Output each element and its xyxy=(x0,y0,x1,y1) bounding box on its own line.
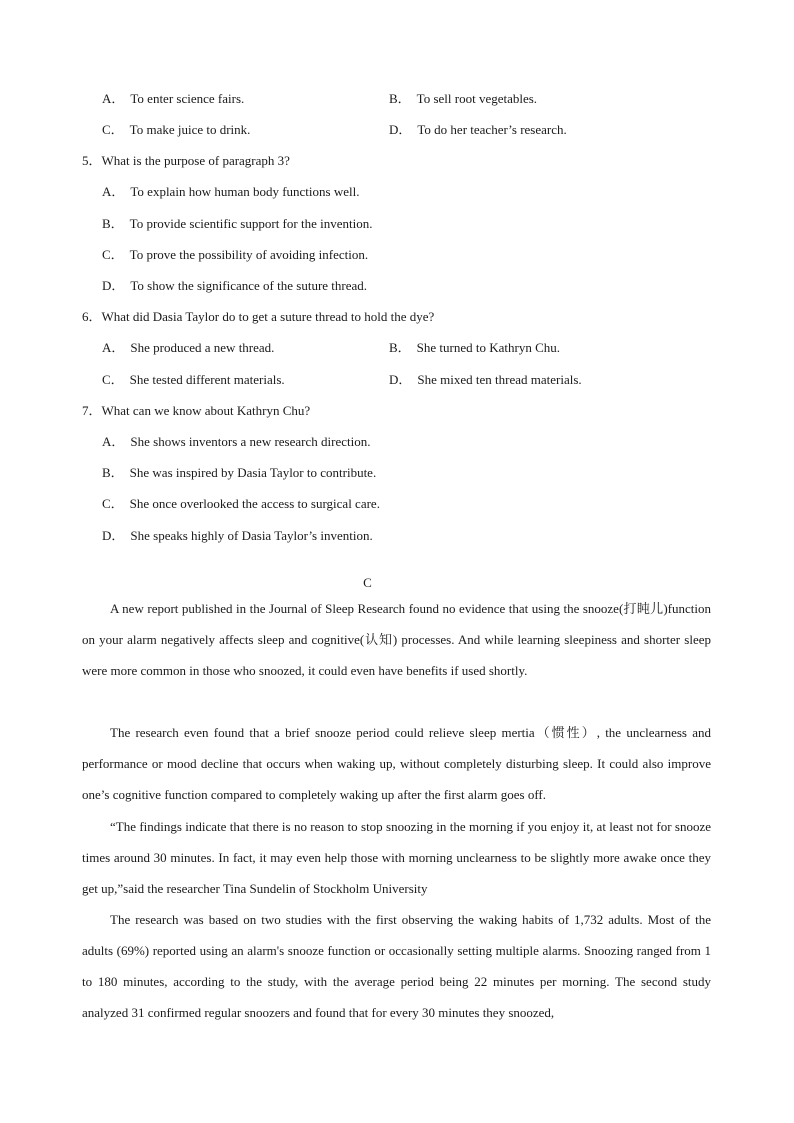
option-letter: C． xyxy=(102,496,124,511)
option-text: She tested different materials. xyxy=(129,372,285,387)
option-letter: D． xyxy=(389,372,412,387)
option-text: She turned to Kathryn Chu. xyxy=(416,340,561,355)
q6-option-c xyxy=(102,372,285,388)
option-letter: B． xyxy=(389,340,411,355)
option-text: She mixed ten thread materials. xyxy=(417,372,582,387)
option-text: To do her teacher’s research. xyxy=(417,122,567,137)
q4-option-c xyxy=(102,122,250,138)
option-text: She produced a new thread. xyxy=(130,340,275,355)
option-letter: C． xyxy=(102,372,124,387)
passage-paragraph-2: The research even found that a brief snooze period could relieve sleep mertia（惯性）, the unclearness and performance or mood decline that occurs when waking up, without completely disturbing sleep. It could also improve one’s cognitive function compared to completely waking up after the first alarm goes off. xyxy=(82,725,711,802)
option-letter: D． xyxy=(102,278,125,293)
option-text: She once overlooked the access to surgical care. xyxy=(129,496,380,511)
option-letter: D． xyxy=(389,122,412,137)
q5-option-b xyxy=(102,216,372,232)
option-text: To prove the possibility of avoiding infection. xyxy=(129,247,369,262)
option-text: To make juice to drink. xyxy=(129,122,251,137)
option-letter: B． xyxy=(389,91,411,106)
q6-stem: 6．What did Dasia Taylor do to get a suture thread to hold the dye? xyxy=(82,309,435,324)
q6-option-b xyxy=(389,340,560,356)
option-text: She shows inventors a new research direction. xyxy=(130,434,371,449)
passage-paragraph-3: “The findings indicate that there is no reason to stop snoozing in the morning if you enjoy it, at least not for snooze times around 30 minutes. In fact, it may even help those with morning unclearness to be slightly more awake once they get up,”said the researcher Tina Sundelin of Stockholm University xyxy=(82,819,711,896)
q7-option-c xyxy=(102,496,380,512)
q5-option-d xyxy=(102,278,367,294)
option-text: To sell root vegetables. xyxy=(416,91,538,106)
passage-title: C xyxy=(363,575,372,590)
option-text: To provide scientific support for the invention. xyxy=(129,216,373,231)
option-text: To explain how human body functions well. xyxy=(130,184,360,199)
q4-option-b xyxy=(389,91,537,107)
option-text: She speaks highly of Dasia Taylor’s invention. xyxy=(130,528,373,543)
passage-paragraph-1: A new report published in the Journal of Sleep Research found no evidence that using the snooze(打盹儿)function on your alarm negatively affects sleep and cognitive(认知) processes. And while learning sleepiness and shorter sleep were more common in those who snoozed, it could even have benefits if used shortly. xyxy=(82,601,711,678)
q4-option-d xyxy=(389,122,567,138)
q7-option-b xyxy=(102,465,376,481)
option-letter: D． xyxy=(102,528,125,543)
q5-option-a xyxy=(102,184,359,200)
q7-option-a xyxy=(102,434,370,450)
option-letter: B． xyxy=(102,216,124,231)
option-letter: B． xyxy=(102,465,124,480)
q6-option-a xyxy=(102,340,274,356)
q5-stem: 5．What is the purpose of paragraph 3? xyxy=(82,153,290,168)
passage-paragraph-4: The research was based on two studies with the first observing the waking habits of 1,732 adults. Most of the adults (69%) reported using an alarm's snooze function or occasionally setting multiple alarms. Snoozing ranged from 1 to 180 minutes, according to the study, with the average period being 22 minutes per morning. The second study analyzed 31 confirmed regular snoozers and found that for every 30 minutes they snoozed, xyxy=(82,912,711,1020)
option-letter: A． xyxy=(102,91,125,106)
option-letter: C． xyxy=(102,247,124,262)
q4-option-a xyxy=(102,91,244,107)
option-letter: A． xyxy=(102,340,125,355)
option-letter: A． xyxy=(102,434,125,449)
option-letter: A． xyxy=(102,184,125,199)
option-text: She was inspired by Dasia Taylor to contribute. xyxy=(129,465,377,480)
option-letter: C． xyxy=(102,122,124,137)
option-text: To show the significance of the suture thread. xyxy=(130,278,368,293)
option-text: To enter science fairs. xyxy=(130,91,245,106)
q6-option-d xyxy=(389,372,582,388)
q5-option-c xyxy=(102,247,368,263)
q7-stem: 7．What can we know about Kathryn Chu? xyxy=(82,403,311,418)
q7-option-d xyxy=(102,528,373,544)
